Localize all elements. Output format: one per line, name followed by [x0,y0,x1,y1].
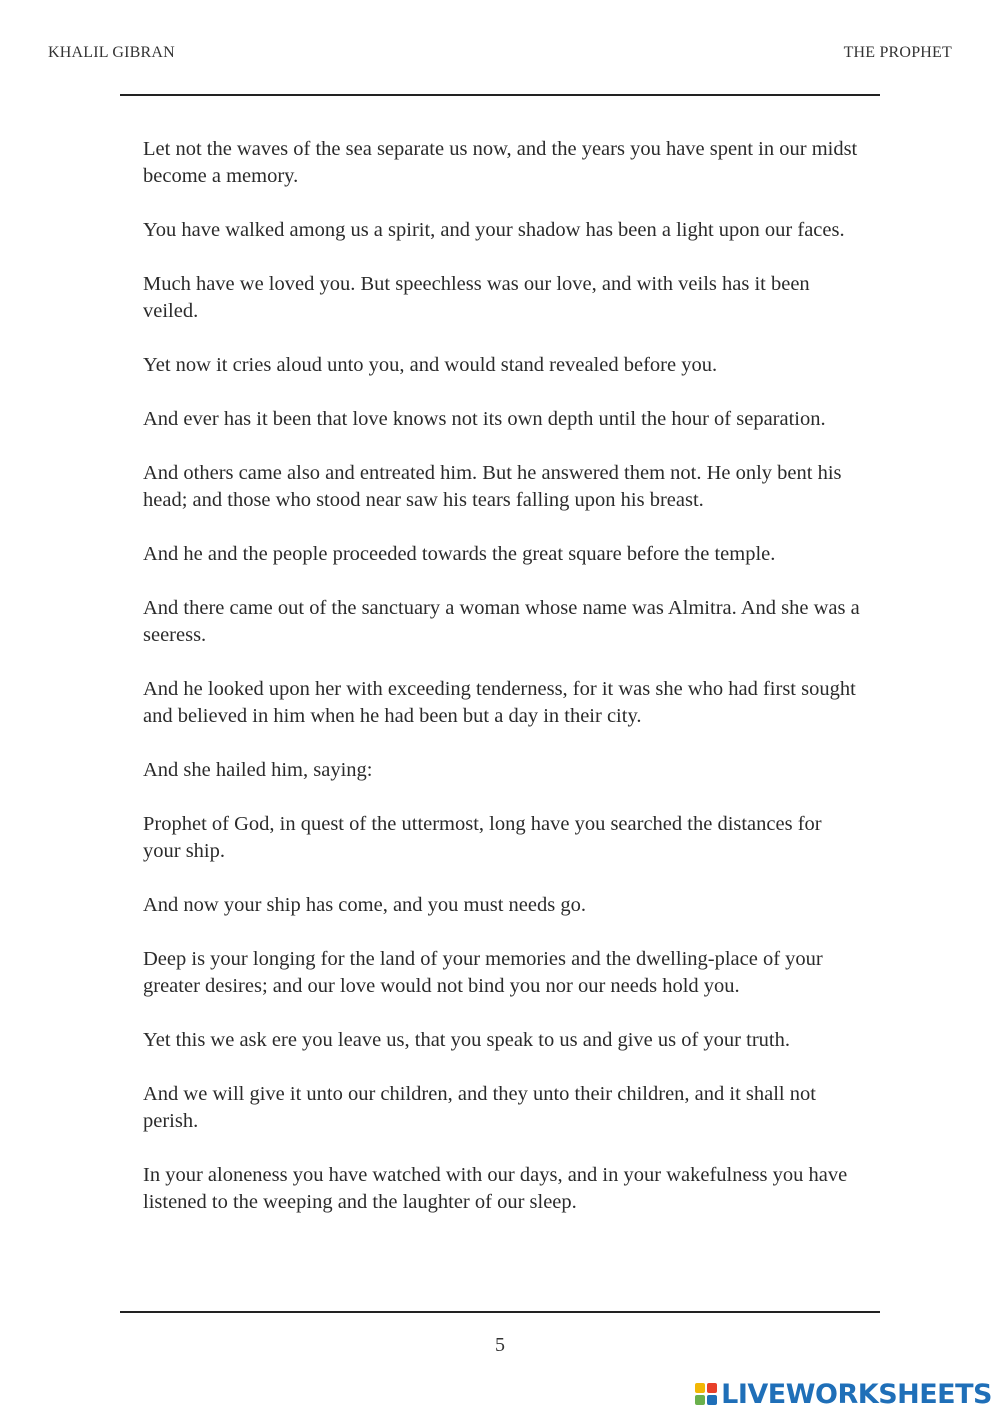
liveworksheets-logo-icon [695,1383,717,1405]
paragraph: And others came also and entreated him. But he answered them not. He only bent his head; and those who stood near saw his tears falling upon his breast. [143,462,842,511]
paragraph: And he and the people proceeded towards the great square before the temple. [143,543,776,565]
paragraph: Yet this we ask ere you leave us, that you speak to us and give us of your truth. [143,1029,790,1051]
paragraph: In your aloneness you have watched with our days, and in your wakefulness you have listened to the weeping and the laughter of our sleep. [143,1164,848,1213]
liveworksheets-watermark[interactable] [695,1378,992,1410]
logo-square-icon [695,1395,705,1405]
paragraph: Deep is your longing for the land of your memories and the dwelling-place of your greater desires; and our love would not bind you nor our needs hold you. [143,948,823,997]
paragraph: You have walked among us a spirit, and your shadow has been a light upon our faces. [143,219,845,241]
paragraph: Much have we loved you. But speechless was our love, and with veils has it been veiled. [143,273,810,322]
running-header-author: KHALIL GIBRAN [48,44,175,61]
running-header-title: THE PROPHET [843,44,952,61]
paragraph: And ever has it been that love knows not its own depth until the hour of separation. [143,408,826,430]
paragraph: And we will give it unto our children, and they unto their children, and it shall not perish. [143,1083,816,1132]
logo-square-icon [695,1383,705,1393]
paragraph: And there came out of the sanctuary a woman whose name was Almitra. And she was a seeress. [143,597,860,646]
logo-square-icon [707,1383,717,1393]
page-body [143,136,861,1243]
footer-divider [120,1311,880,1313]
paragraph: Prophet of God, in quest of the uttermost, long have you searched the distances for your ship. [143,813,822,862]
paragraph: Yet now it cries aloud unto you, and would stand revealed before you. [143,354,718,376]
paragraph: Let not the waves of the sea separate us now, and the years you have spent in our midst become a memory. [143,138,858,187]
paragraph: And she hailed him, saying: [143,759,373,781]
logo-square-icon [707,1395,717,1405]
paragraph: And he looked upon her with exceeding tenderness, for it was she who had first sought and believed in him when he had been but a day in their city. [143,678,856,727]
header-divider [120,94,880,96]
watermark-text: LIVEWORKSHEETS [721,1378,992,1410]
page-number: 5 [495,1334,505,1356]
paragraph: And now your ship has come, and you must needs go. [143,894,586,916]
